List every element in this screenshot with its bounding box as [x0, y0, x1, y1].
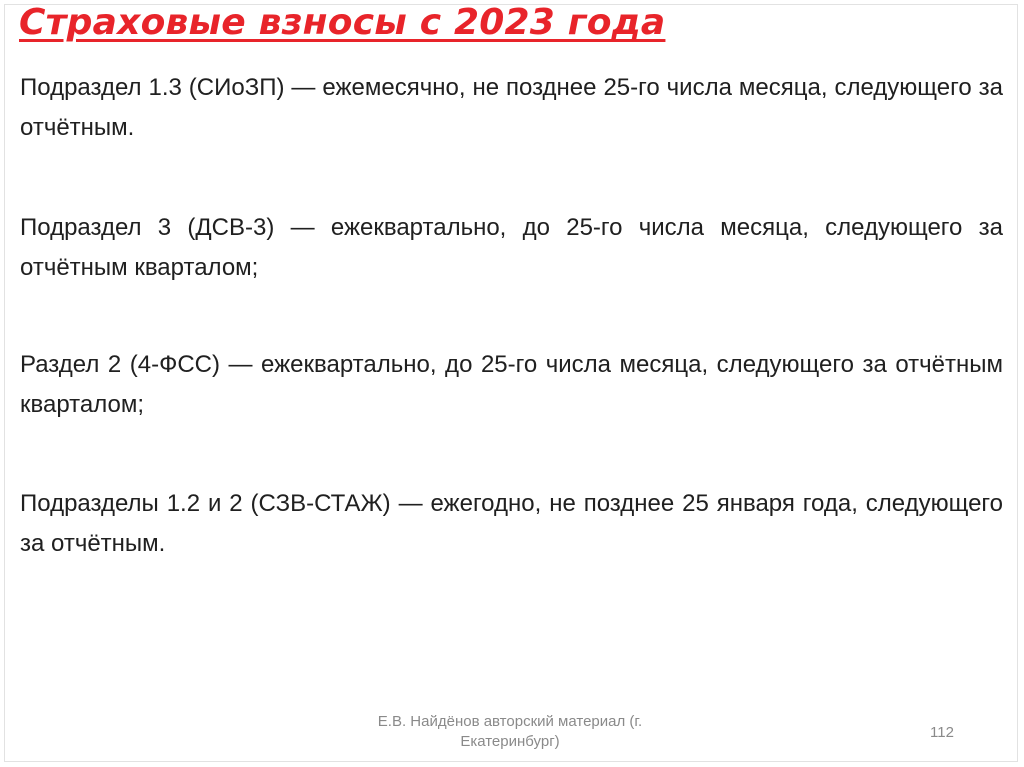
footer-author: Е.В. Найдёнов авторский материал (г. Екатеринбург): [377, 713, 643, 750]
paragraph-dsv3: Подраздел 3 (ДСВ-3) — ежеквартально, до 25-го числа месяца, следующего за отчётным кварталом;: [20, 214, 1003, 281]
paragraph-szv-stazh: Подразделы 1.2 и 2 (СЗВ-СТАЖ) — ежегодно, не позднее 25 января года, следующего за отчётным.: [20, 490, 1003, 557]
page-number: 112: [930, 724, 954, 741]
slide-title: Страховые взносы с 2023 года: [19, 2, 666, 43]
slide-content: [20, 68, 1003, 624]
paragraph-4fss: Раздел 2 (4-ФСС) — ежеквартально, до 25-го числа месяца, следующего за отчётным кварталом;: [20, 351, 1003, 418]
paragraph-siozp: Подраздел 1.3 (СИоЗП) — ежемесячно, не позднее 25-го числа месяца, следующего за отчётным.: [20, 74, 1003, 141]
